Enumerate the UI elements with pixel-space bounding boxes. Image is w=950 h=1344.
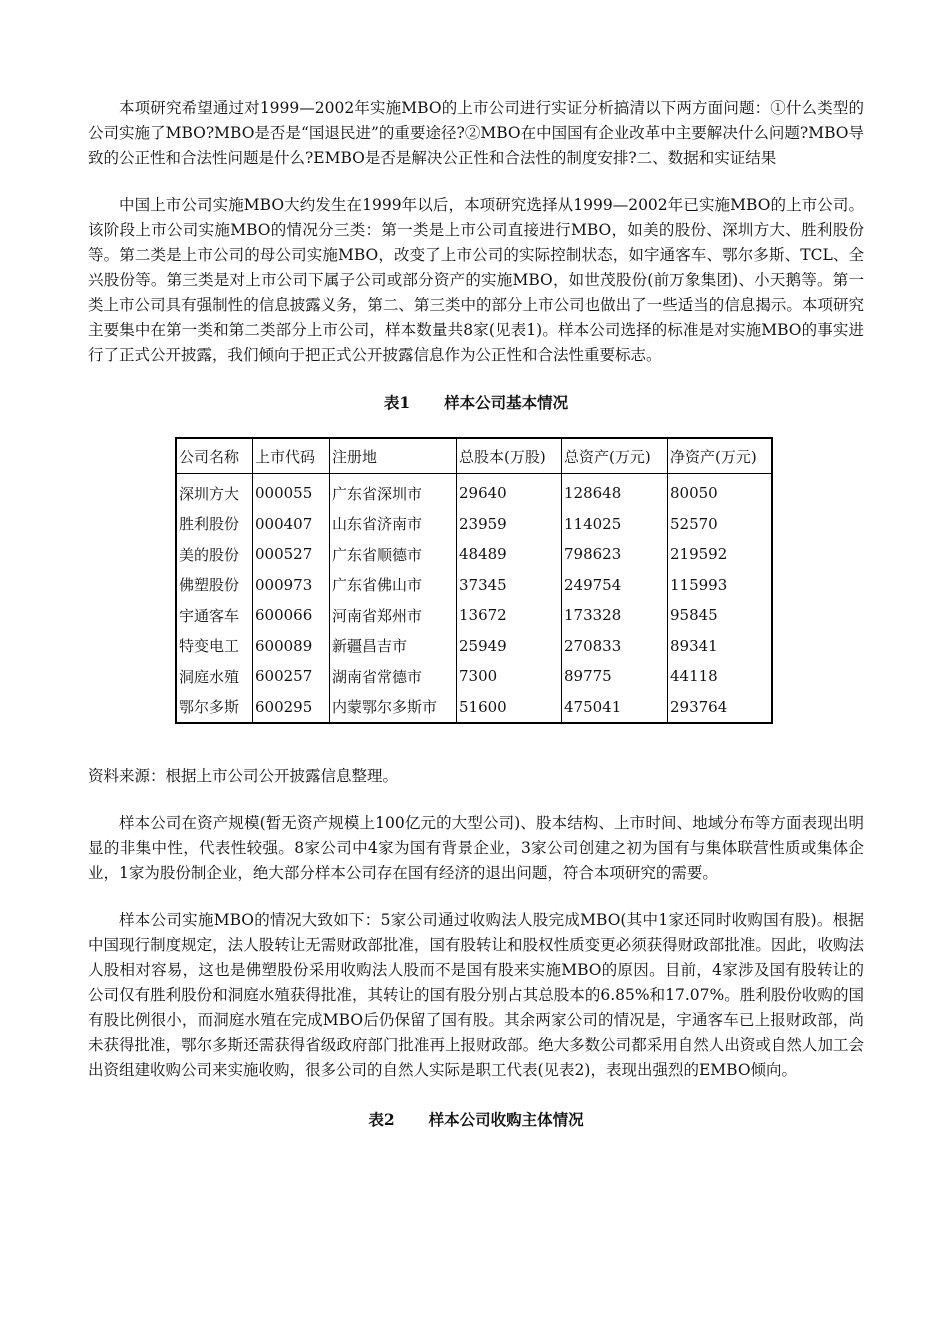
table-cell: 52570 (668, 509, 773, 540)
table1-number: 表1 (383, 393, 411, 412)
table-cell: 37345 (457, 570, 562, 601)
table-cell: 173328 (562, 600, 668, 631)
table1-source: 资料来源：根据上市公司公开披露信息整理。 (88, 767, 399, 785)
table-cell: 23959 (457, 509, 562, 540)
table2-caption (88, 1107, 864, 1132)
table1-header-cell: 公司名称 (176, 438, 253, 474)
table1-caption (88, 390, 864, 415)
table1-header-cell: 上市代码 (253, 438, 330, 474)
table-cell: 特变电工 (176, 631, 253, 662)
table-cell: 胜利股份 (176, 509, 253, 540)
table-cell: 鄂尔多斯 (176, 692, 253, 724)
paragraph-intro: 本项研究希望通过对1999—2002年实施MBO的上市公司进行实证分析搞清以下两方面问题：①什么类型的公司实施了MBO?MBO是否是“国退民进”的重要途径?②MBO在中国国有企业改革中主要解决什么问题?MBO导致的公正性和合法性问题是什么?EMBO是否是解决公正性和合法性的制度安排?二、数据和实证结果 (88, 99, 864, 167)
table1-header-cell: 总股本(万股) (457, 438, 562, 474)
table-row (176, 539, 772, 570)
table-cell: 000527 (253, 539, 330, 570)
table-cell: 44118 (668, 661, 773, 692)
table-cell: 600257 (253, 661, 330, 692)
table-cell: 山东省济南市 (330, 509, 457, 540)
table-cell: 河南省郑州市 (330, 600, 457, 631)
table1-header-cell: 注册地 (330, 438, 457, 474)
table2-title: 样本公司收购主体情况 (428, 1110, 584, 1129)
table-row (176, 509, 772, 540)
table-cell: 000973 (253, 570, 330, 601)
table-cell: 广东省深圳市 (330, 474, 457, 509)
table-cell: 798623 (562, 539, 668, 570)
table-cell: 美的股份 (176, 539, 253, 570)
table-cell: 89341 (668, 631, 773, 662)
paragraph-nonconcentration: 样本公司在资产规模(暂无资产规模上100亿元的大型公司)、股本结构、上市时间、地域分布等方面表现出明显的非集中性，代表性较强。8家公司中4家为国有背景企业，3家公司创建之初为国有与集体联营性质或集体企业，1家为股份制企业，绝大部分样本公司存在国有经济的退出问题，符合本项研究的需要。 (88, 814, 864, 882)
table-cell: 600066 (253, 600, 330, 631)
table-row (176, 474, 772, 509)
table-cell: 600089 (253, 631, 330, 662)
table-cell: 湖南省常德市 (330, 661, 457, 692)
table1-title: 样本公司基本情况 (444, 393, 569, 412)
table-cell: 广东省顺德市 (330, 539, 457, 570)
table-cell: 广东省佛山市 (330, 570, 457, 601)
table-row (176, 600, 772, 631)
table1 (175, 437, 773, 724)
table-row (176, 661, 772, 692)
table1-body (176, 474, 772, 724)
table-cell: 80050 (668, 474, 773, 509)
table-cell: 293764 (668, 692, 773, 724)
table-cell: 95845 (668, 600, 773, 631)
paragraph-sample: 中国上市公司实施MBO大约发生在1999年以后，本项研究选择从1999—2002年已实施MBO的上市公司。该阶段上市公司实施MBO的情况分三类：第一类是上市公司直接进行MBO，如美的股份、深圳方大、胜利股份等。第二类是上市公司的母公司实施MBO，改变了上市公司的实际控制状态，如宇通客车、鄂尔多斯、TCL、全兴股份等。第三类是对上市公司下属子公司或部分资产的实施MBO，如世茂股份(前万象集团)、小天鹅等。第一类上市公司具有强制性的信息披露义务，第二、第三类中的部分上市公司也做出了一些适当的信息揭示。本项研究主要集中在第一类和第二类部分上市公司，样本数量共8家(见表1)。样本公司选择的标准是对实施MBO的事实进行了正式公开披露，我们倾向于把正式公开披露信息作为公正性和合法性重要标志。 (88, 196, 864, 364)
table-cell: 600295 (253, 692, 330, 724)
table-cell: 洞庭水殖 (176, 661, 253, 692)
table-row (176, 570, 772, 601)
table-cell: 114025 (562, 509, 668, 540)
table-cell: 新疆昌吉市 (330, 631, 457, 662)
table-cell: 128648 (562, 474, 668, 509)
table-cell: 219592 (668, 539, 773, 570)
table-cell: 48489 (457, 539, 562, 570)
table-cell: 51600 (457, 692, 562, 724)
table1-header-cell: 总资产(万元) (562, 438, 668, 474)
table-cell: 475041 (562, 692, 668, 724)
table-cell: 深圳方大 (176, 474, 253, 509)
table2-number: 表2 (368, 1110, 395, 1129)
table1-header-row (176, 438, 772, 474)
table-row (176, 631, 772, 662)
table-cell: 115993 (668, 570, 773, 601)
table-cell: 7300 (457, 661, 562, 692)
table-cell: 270833 (562, 631, 668, 662)
table-cell: 000407 (253, 509, 330, 540)
table-cell: 25949 (457, 631, 562, 662)
table-cell: 佛塑股份 (176, 570, 253, 601)
table-cell: 89775 (562, 661, 668, 692)
table1-header-cell: 净资产(万元) (668, 438, 773, 474)
table-cell: 13672 (457, 600, 562, 631)
table-cell: 000055 (253, 474, 330, 509)
document-page (88, 96, 864, 1132)
paragraph-implementation: 样本公司实施MBO的情况大致如下：5家公司通过收购法人股完成MBO(其中1家还同时收购国有股)。根据中国现行制度规定，法人股转让无需财政部批准，国有股转让和股权性质变更必须获得财政部批准。因此，收购法人股相对容易，这也是佛塑股份采用收购法人股而不是国有股来实施MBO的原因。目前，4家涉及国有股转让的公司仅有胜利股份和洞庭水殖获得批准，其转让的国有股分别占其总股本的6.85%和17.07%。胜利股份收购的国有股比例很小，而洞庭水殖在完成MBO后仍保留了国有股。其余两家公司的情况是，宇通客车已上报财政部，尚未获得批准，鄂尔多斯还需获得省级政府部门批准再上报财政部。绝大多数公司都采用自然人出资或自然人加工会出资组建收购公司来实施收购，很多公司的自然人实际是职工代表(见表2)，表现出强烈的EMBO倾向。 (88, 911, 864, 1079)
table-row (176, 692, 772, 724)
table-cell: 29640 (457, 474, 562, 509)
table-cell: 249754 (562, 570, 668, 601)
table-cell: 内蒙鄂尔多斯市 (330, 692, 457, 724)
table-cell: 宇通客车 (176, 600, 253, 631)
